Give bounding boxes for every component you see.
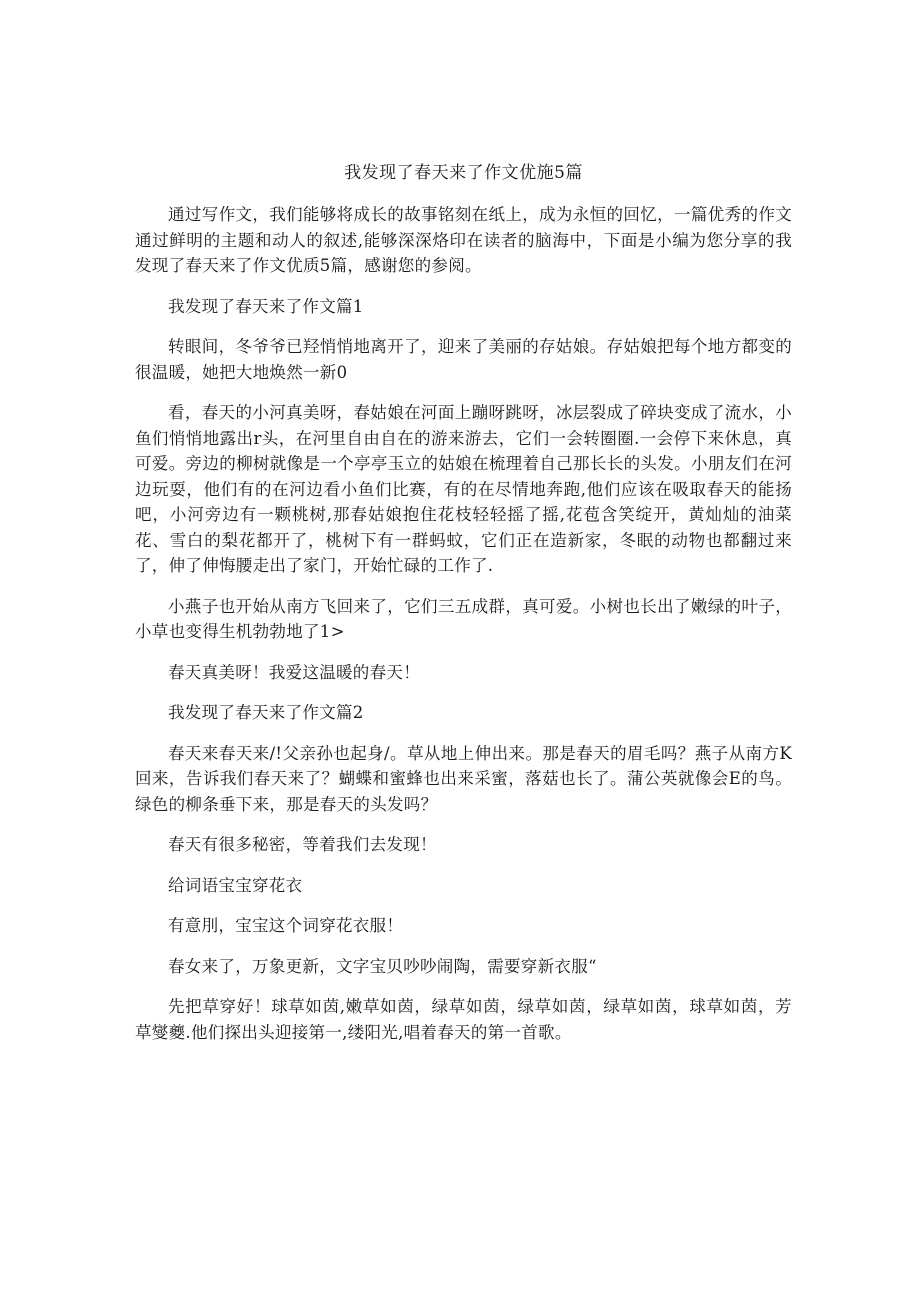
section-heading-1: 我发现了春天来了作文篇1 — [168, 296, 364, 316]
paragraph: 春天来春天来/!父亲孙也起身/。草从地上伸出来。那是春天的眉毛吗？燕子从南方K回来，告诉我们春天来了？蝴蝶和蜜蜂也出来采蜜，落菇也长了。蒲公英就像会E的鸟。绿色的柳条垂下来，那是春天的头发吗？ — [135, 743, 792, 814]
intro-paragraph: 通过写作文，我们能够将成长的故事铭刻在纸上，成为永恒的回忆，一篇优秀的作文通过鲜明的主题和动人的叙述,能够深深烙印在读者的脑海中，下面是小编为您分享的我发现了春天来了作文优质5篇，感谢您的参阅。 — [135, 205, 792, 275]
paragraph: 看，春天的小河真美呀，春姑娘在河面上蹦呀跳呀，冰层裂成了碎块变成了流水，小鱼们悄悄地露出r头，在河里自由自在的游来游去，它们一会转圈圈.一会停下来休息，真可爱。旁边的柳树就像是一个亭亭玉立的姑娘在梳理着自己那长长的头发。小朋友们在河边玩耍，他们有的在河边看小鱼们比赛，有的在尽情地奔跑,他们应该在吸取春天的能扬吧，小河旁边有一颗桃树,那春姑娘抱住花枝轻轻摇了摇,花苞含笑绽开，黄灿灿的油菜花、雪白的梨花都开了，桃树下有一群蚂蚊，它们正在造新家，冬眠的动物也都翻过来了，伸了伸悔腰走出了家门，开始忙碌的工作了. — [135, 403, 792, 575]
paragraph: 转眼间，冬爷爷已羟悄悄地离开了，迎来了美丽的存姑娘。存姑娘把每个地方都变的很温暖，她把大地焕然一新0 — [135, 337, 792, 382]
paragraph: 春天真美呀！我爱这温暖的春天！ — [168, 662, 420, 682]
section-heading-2: 我发现了春天来了作文篇2 — [168, 703, 364, 722]
paragraph: 小燕子也开始从南方飞回来了，它们三五成群，真可爱。小树也长出了嫩绿的叶子，小草也变得生机勃勃地了1> — [135, 596, 792, 641]
document-page — [135, 160, 792, 1060]
paragraph: 先把草穿好！球草如茵,嫩草如茵，绿草如茵，绿草如茵，绿草如茵，球草如茵，芳草燮夔.他们探出头迎接第一,缕阳光,唱着春天的第一首歌。 — [135, 997, 792, 1042]
document-title: 我发现了春天来了作文优施5篇 — [344, 163, 583, 183]
paragraph: 有意刖，宝宝这个词穿花衣服！ — [168, 916, 404, 935]
paragraph: 春女来了，万象更新，文字宝贝吵吵闹陶，需要穿新衣服“ — [168, 956, 597, 976]
paragraph: 春天有很多秘密，等着我们去发现！ — [168, 835, 437, 854]
sub-heading: 给词语宝宝穿花衣 — [168, 875, 303, 895]
